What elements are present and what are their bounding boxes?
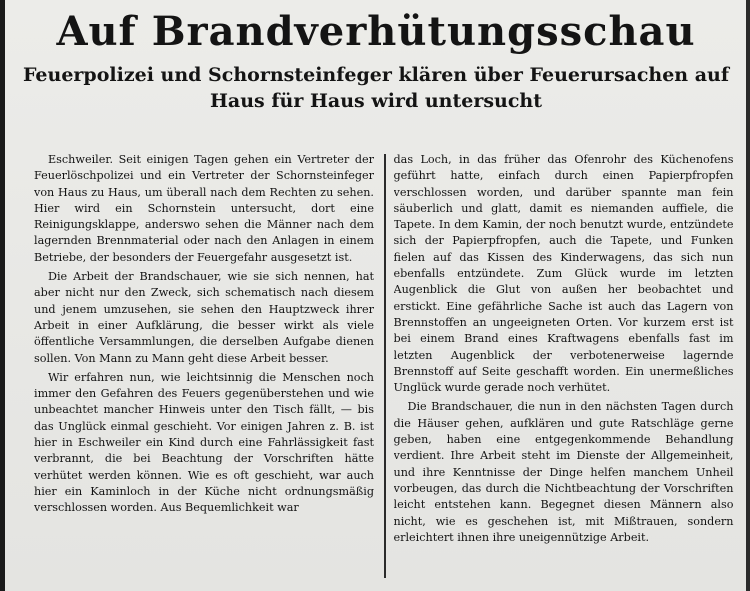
scan-edge-left (0, 0, 5, 591)
article-subhead-line1: Feuerpolizei und Schornsteinfeger klären über Feuerursachen auf (22, 64, 730, 86)
paragraph: Wir erfahren nun, wie leichtsinnig die Menschen noch immer den Gefahren des Feuers gegenüberstehen und wie unbeachtet mancher Hinweis unter den Tisch fällt, — bis das Unglück einmal geschieht. Vor einigen Jahren z. B. ist hier in Eschweiler ein Kind durch eine Fahrlässigkeit fast verbrannt, die bei Beachtung der Vorschriften hätte verhütet werden können. Wie es oft geschieht, war auch hier ein Kaminloch in der Küche nicht ordnungsmäßig verschlossen worden. Aus Bequemlichkeit war (34, 370, 374, 515)
paragraph: Eschweiler. Seit einigen Tagen gehen ein Vertreter der Feuerlöschpolizei und ein Vertreter der Schornsteinfeger von Haus zu Haus, um überall nach dem Rechten zu sehen. Hier wird ein Schornstein untersucht, dort eine Reinigungsklappe, anderswo sehen die Männer nach dem lagernden Brennmaterial oder nach den Anlagen in einem Betriebe, der besonders der Feuergefahr ausgesetzt ist. (34, 153, 374, 264)
article-subhead-line2: Haus für Haus wird untersucht (209, 90, 543, 112)
scan-edge-right (746, 0, 750, 591)
article-body (34, 152, 734, 582)
article-headline: Auf Brandverhütungsschau (56, 8, 696, 55)
column-divider (384, 154, 386, 578)
article-column-right (394, 152, 734, 582)
paragraph: Die Brandschauer, die nun in den nächsten Tagen durch die Häuser gehen, aufklären und gute Ratschläge gerne geben, haben eine entgegenkommende Behandlung verdient. Ihre Arbeit steht im Dienste der Allgemeinheit, und ihre Kenntnisse der Dinge helfen manchem Unheil vorbeugen, das durch die Nichtbeachtung der Vorschriften leicht entstehen kann. Begegnet diesen Männern also nicht, wie es geschehen ist, mit Mißtrauen, sondern erleichtert ihnen ihre uneigennützige Arbeit. (393, 400, 734, 544)
paragraph: das Loch, in das früher das Ofenrohr des Küchenofens geführt hatte, einfach durch einen Papierpfropfen verschlossen worden, und darüber spannte man fein säuberlich und glatt, damit es niemanden auffiele, die Tapete. In dem Kamin, der noch benutzt wurde, entzündete sich der Papierpfropfen, auch die Tapete, und Funken fielen auf das Kissen des Kinderwagens, das sich nun ebenfalls entzündete. Zum Glück wurde im letzten Augenblick die Glut von außen her beobachtet und erstickt. Eine gefährliche Sache ist auch das Lagern von Brennstoffen an ungeeigneten Orten. Vor kurzem erst ist bei einem Brand eines Kraftwagens ebenfalls fast im letzten Augenblick der verbotenerweise lagernde Brennstoff auf Seite geschafft worden. Ein unermeßliches Unglück wurde gerade noch verhütet. (393, 153, 734, 395)
article-column-left (34, 152, 374, 582)
paragraph: Die Arbeit der Brandschauer, wie sie sich nennen, hat aber nicht nur den Zweck, sich schematisch nach diesem und jenem umzusehen, sie sehen den Hauptzweck ihrer Arbeit in einer Aufklärung, die besser wirkt als viele öffentliche Versammlungen, die derselben Aufgabe dienen sollen. Von Mann zu Mann geht diese Arbeit besser. (34, 270, 374, 365)
